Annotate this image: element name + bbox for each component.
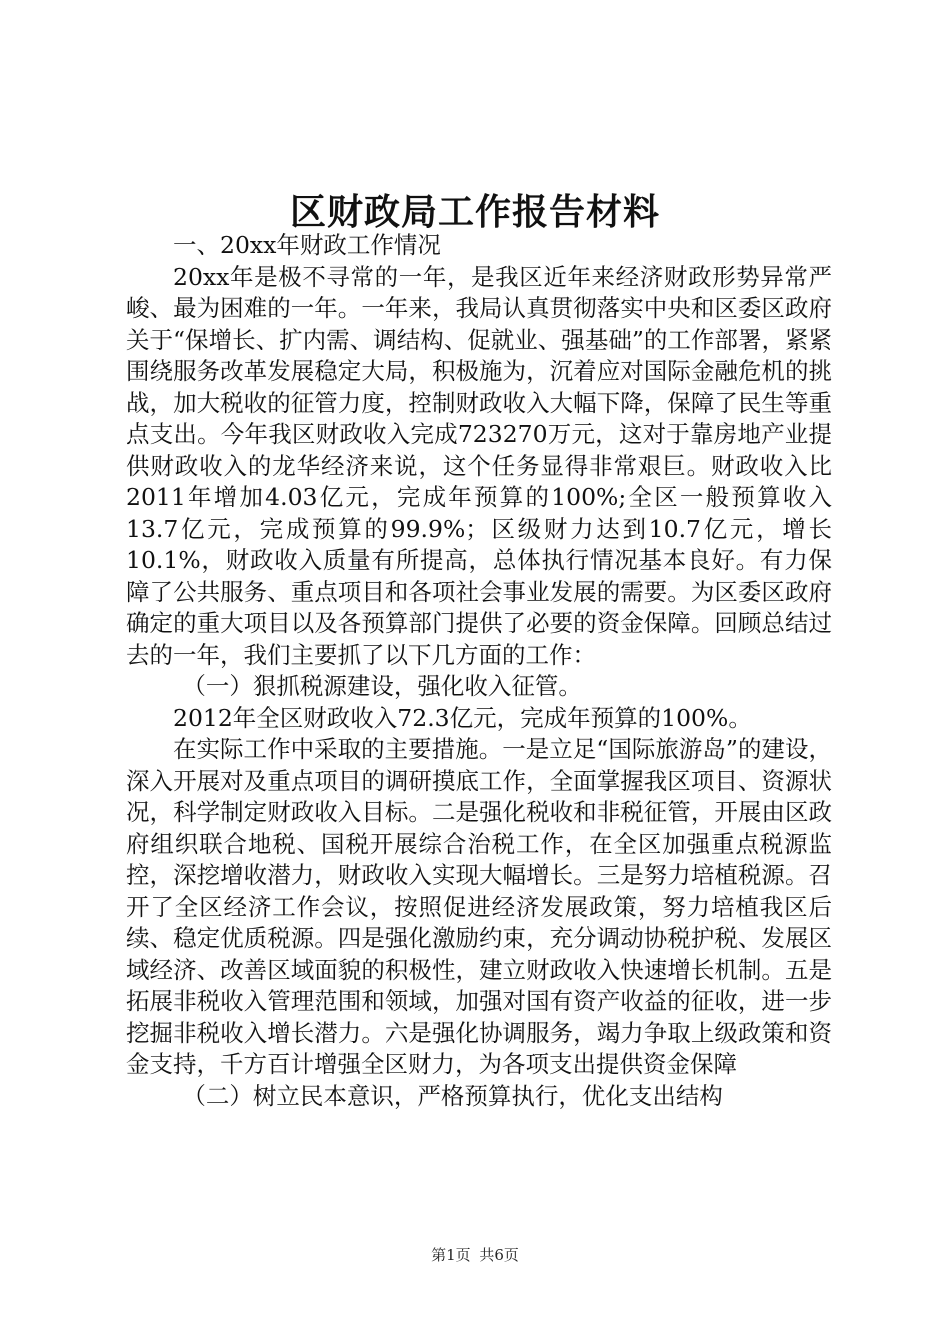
page-total: 共6页: [479, 1246, 519, 1264]
body-paragraph: 2012年全区财政收入72.3亿元，完成年预算的100%。: [173, 703, 752, 732]
document-title: 区财政局工作报告材料: [289, 191, 660, 233]
body-paragraph: 在实际工作中采取的主要措施。一是立足“国际旅游岛”的建设，深入开展对及重点项目的调研摸底工作，全面掌握我区项目、资源状况，科学制定财政收入目标。二是强化税收和非税征管，开展由区政府组织联合地税、国税开展综合治税工作，在全区加强重点税源监控，深挖增收潜力，财政收入实现大幅增长。三是努力培植税源。召开了全区经济工作会议，按照促进经济发展政策，努力培植我区后续、稳定优质税源。四是强化激励约束，充分调动协税护税、发展区域经济、改善区域面貌的积极性，建立财政收入快速增长机制。五是拓展非税收入管理范围和领域，加强对国有资产收益的征收，进一步挖掘非税收入增长潜力。六是强化协调服务，竭力争取上级政策和资金支持，千方百计增强全区财力，为各项支出提供资金保障: [126, 735, 832, 1078]
body-paragraph: 20xx年是极不寻常的一年，是我区近年来经济财政形势异常严峻、最为困难的一年。一年来，我局认真贯彻落实中央和区委区政府关于“保增长、扩内需、调结构、促就业、强基础”的工作部署，紧紧围绕服务改革发展稳定大局，积极施为，沉着应对国际金融危机的挑战，加大税收的征管力度，控制财政收入大幅下降，保障了民生等重点支出。今年我区财政收入完成723270万元，这对于靠房地产业提供财政收入的龙华经济来说，这个任务显得非常艰巨。财政收入比2011年增加4.03亿元，完成年预算的100%;全区一般预算收入13.7亿元，完成预算的99.9%；区级财力达到10.7亿元，增长10.1%，财政收入质量有所提高，总体执行情况基本良好。有力保障了公共服务、重点项目和各项社会事业发展的需要。为区委区政府确定的重大项目以及各预算部门提供了必要的资金保障。回顾总结过去的一年，我们主要抓了以下几方面的工作：: [126, 262, 832, 669]
subsection-heading: （一）狠抓税源建设，强化收入征管。: [182, 672, 582, 700]
document-body: [126, 230, 832, 1112]
section-heading: 一、20xx年财政工作情况: [173, 231, 441, 259]
page-footer: [0, 1244, 950, 1265]
subsection-heading: （二）树立民本意识，严格预算执行，优化支出结构: [182, 1081, 723, 1110]
page-number: 第1页: [431, 1246, 471, 1264]
